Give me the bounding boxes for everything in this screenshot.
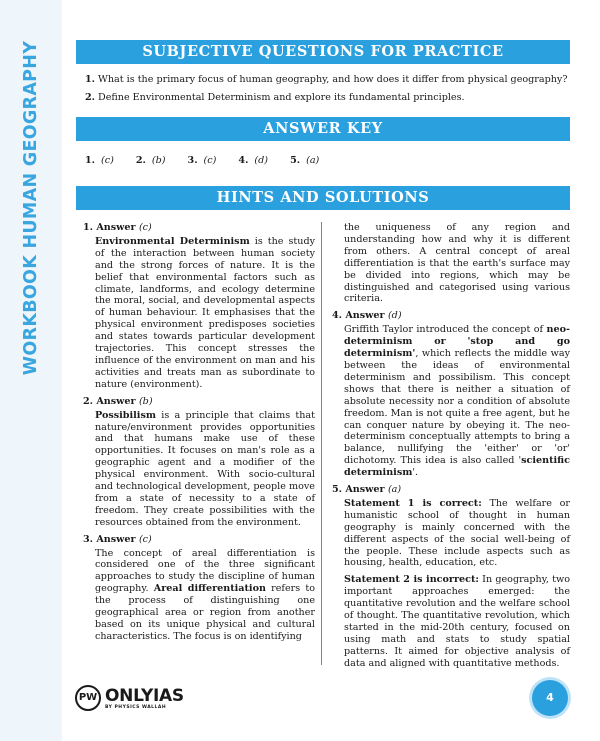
pw-logo-icon: PW bbox=[75, 685, 101, 711]
book-title: WORKBOOK HUMAN GEOGRAPHY bbox=[21, 40, 41, 376]
question-item: 2. Define Environmental Determinism and explore its fundamental principles. bbox=[85, 91, 465, 103]
logo-subtext: BY PHYSICS WALLAH bbox=[105, 705, 167, 710]
answer-key-item: 2. (b) bbox=[135, 155, 166, 166]
onlyias-logo bbox=[75, 684, 184, 712]
logo-text: ONLYIAS bbox=[105, 686, 184, 706]
subjective-questions-banner: SUBJECTIVE QUESTIONS FOR PRACTICE bbox=[76, 40, 570, 64]
statement-1-text: Statement 1 is correct: The welfare or humanistic school of thought in human geography is mainly concerned with the different aspects of the social well-being of the people. These include aspects such as housing, health, education, etc. bbox=[344, 497, 570, 569]
answer-2-heading: 2. Answer (b) bbox=[83, 395, 153, 407]
answer-3-heading: 3. Answer (c) bbox=[83, 533, 152, 545]
page-number: 4 bbox=[532, 680, 568, 716]
answer-key-item: 4. (d) bbox=[238, 155, 269, 166]
statement-2-text: Statement 2 is incorrect: In geography, two important approaches emerged: the quantitative revolution and the welfare school of thought. The quantitative revolution, which started in the mid-20th century, focused on using math and stats to study spatial patterns. It aimed for objective analysis of data and aligned with quantitative methods. bbox=[344, 574, 570, 669]
answer-key-item: 1. (c) bbox=[85, 155, 114, 166]
answer-key-item: 3. (c) bbox=[187, 155, 217, 166]
question-item: 1. What is the primary focus of human geography, and how does it differ from physical geography? bbox=[85, 74, 568, 85]
answer-4-heading: 4. Answer (d) bbox=[332, 310, 402, 322]
column-divider bbox=[321, 222, 322, 665]
answer-key-banner: ANSWER KEY bbox=[76, 117, 570, 141]
answer-5-heading: 5. Answer (a) bbox=[332, 484, 402, 496]
solutions-right-column bbox=[332, 222, 570, 675]
answer-1-heading: 1. Answer (c) bbox=[83, 222, 152, 233]
answer-key-item: 5. (a) bbox=[290, 155, 320, 166]
solutions-left-column bbox=[83, 222, 315, 648]
answer-1-text: Environmental Determinism is the study of the interaction between human society and the strong forces of nature. It is the belief that environmental factors such as climate, landforms, and ecology determine the moral, social, and developmental aspects of human behaviour. It emphasises that the physical environment predisposes societies and states towards particular development trajectories. This concept stresses the influence of the environment on man and his activities and treats man as subordinate to nature (environment). bbox=[95, 235, 316, 390]
answer-3-text: The concept of areal differentiation is considered one of the three significant approaches to study the discipline of human geography. Areal differentiation refers to the process of distinguishing one geographical area or region from another based on its unique physical and cultural characteristics. The focus is on identifying bbox=[95, 547, 316, 642]
hints-solutions-banner: HINTS AND SOLUTIONS bbox=[76, 186, 570, 210]
answer-4-text: Griffith Taylor introduced the concept of neo-determinism or 'stop and go determinism', which reflects the middle way between the ideas of environmental determinism and possibilism. This concept shows that there is neither a situation of absolute necessity nor a condition of absolute freedom. Man is not quite a free agent, but he can conquer nature by obeying it. The neo-determinism conceptually attempts to bring a balance, nullifying the 'either' or 'or' dichotomy. This idea is also called 'scientific determinism'. bbox=[344, 324, 570, 479]
question-list bbox=[85, 74, 575, 109]
side-bar bbox=[0, 0, 62, 741]
answer-2-text: Possibilism is a principle that claims that nature/environment provides opportunities and that humans make use of these opportunities. It focuses on man's role as a geographic agent and a modifier of the physical environment. With socio-cultural and technological development, people move from a state of necessity to a state of freedom. They create possibilities with the resources obtained from the environment. bbox=[95, 409, 315, 528]
answer-key-list bbox=[85, 155, 341, 166]
answer-3-continued: the uniqueness of any region and understanding how and why it is different from others. A central concept of areal differentiation is that the earth's surface may be divided into regions, which may be distinguished and categorised using various criteria. bbox=[344, 222, 570, 305]
